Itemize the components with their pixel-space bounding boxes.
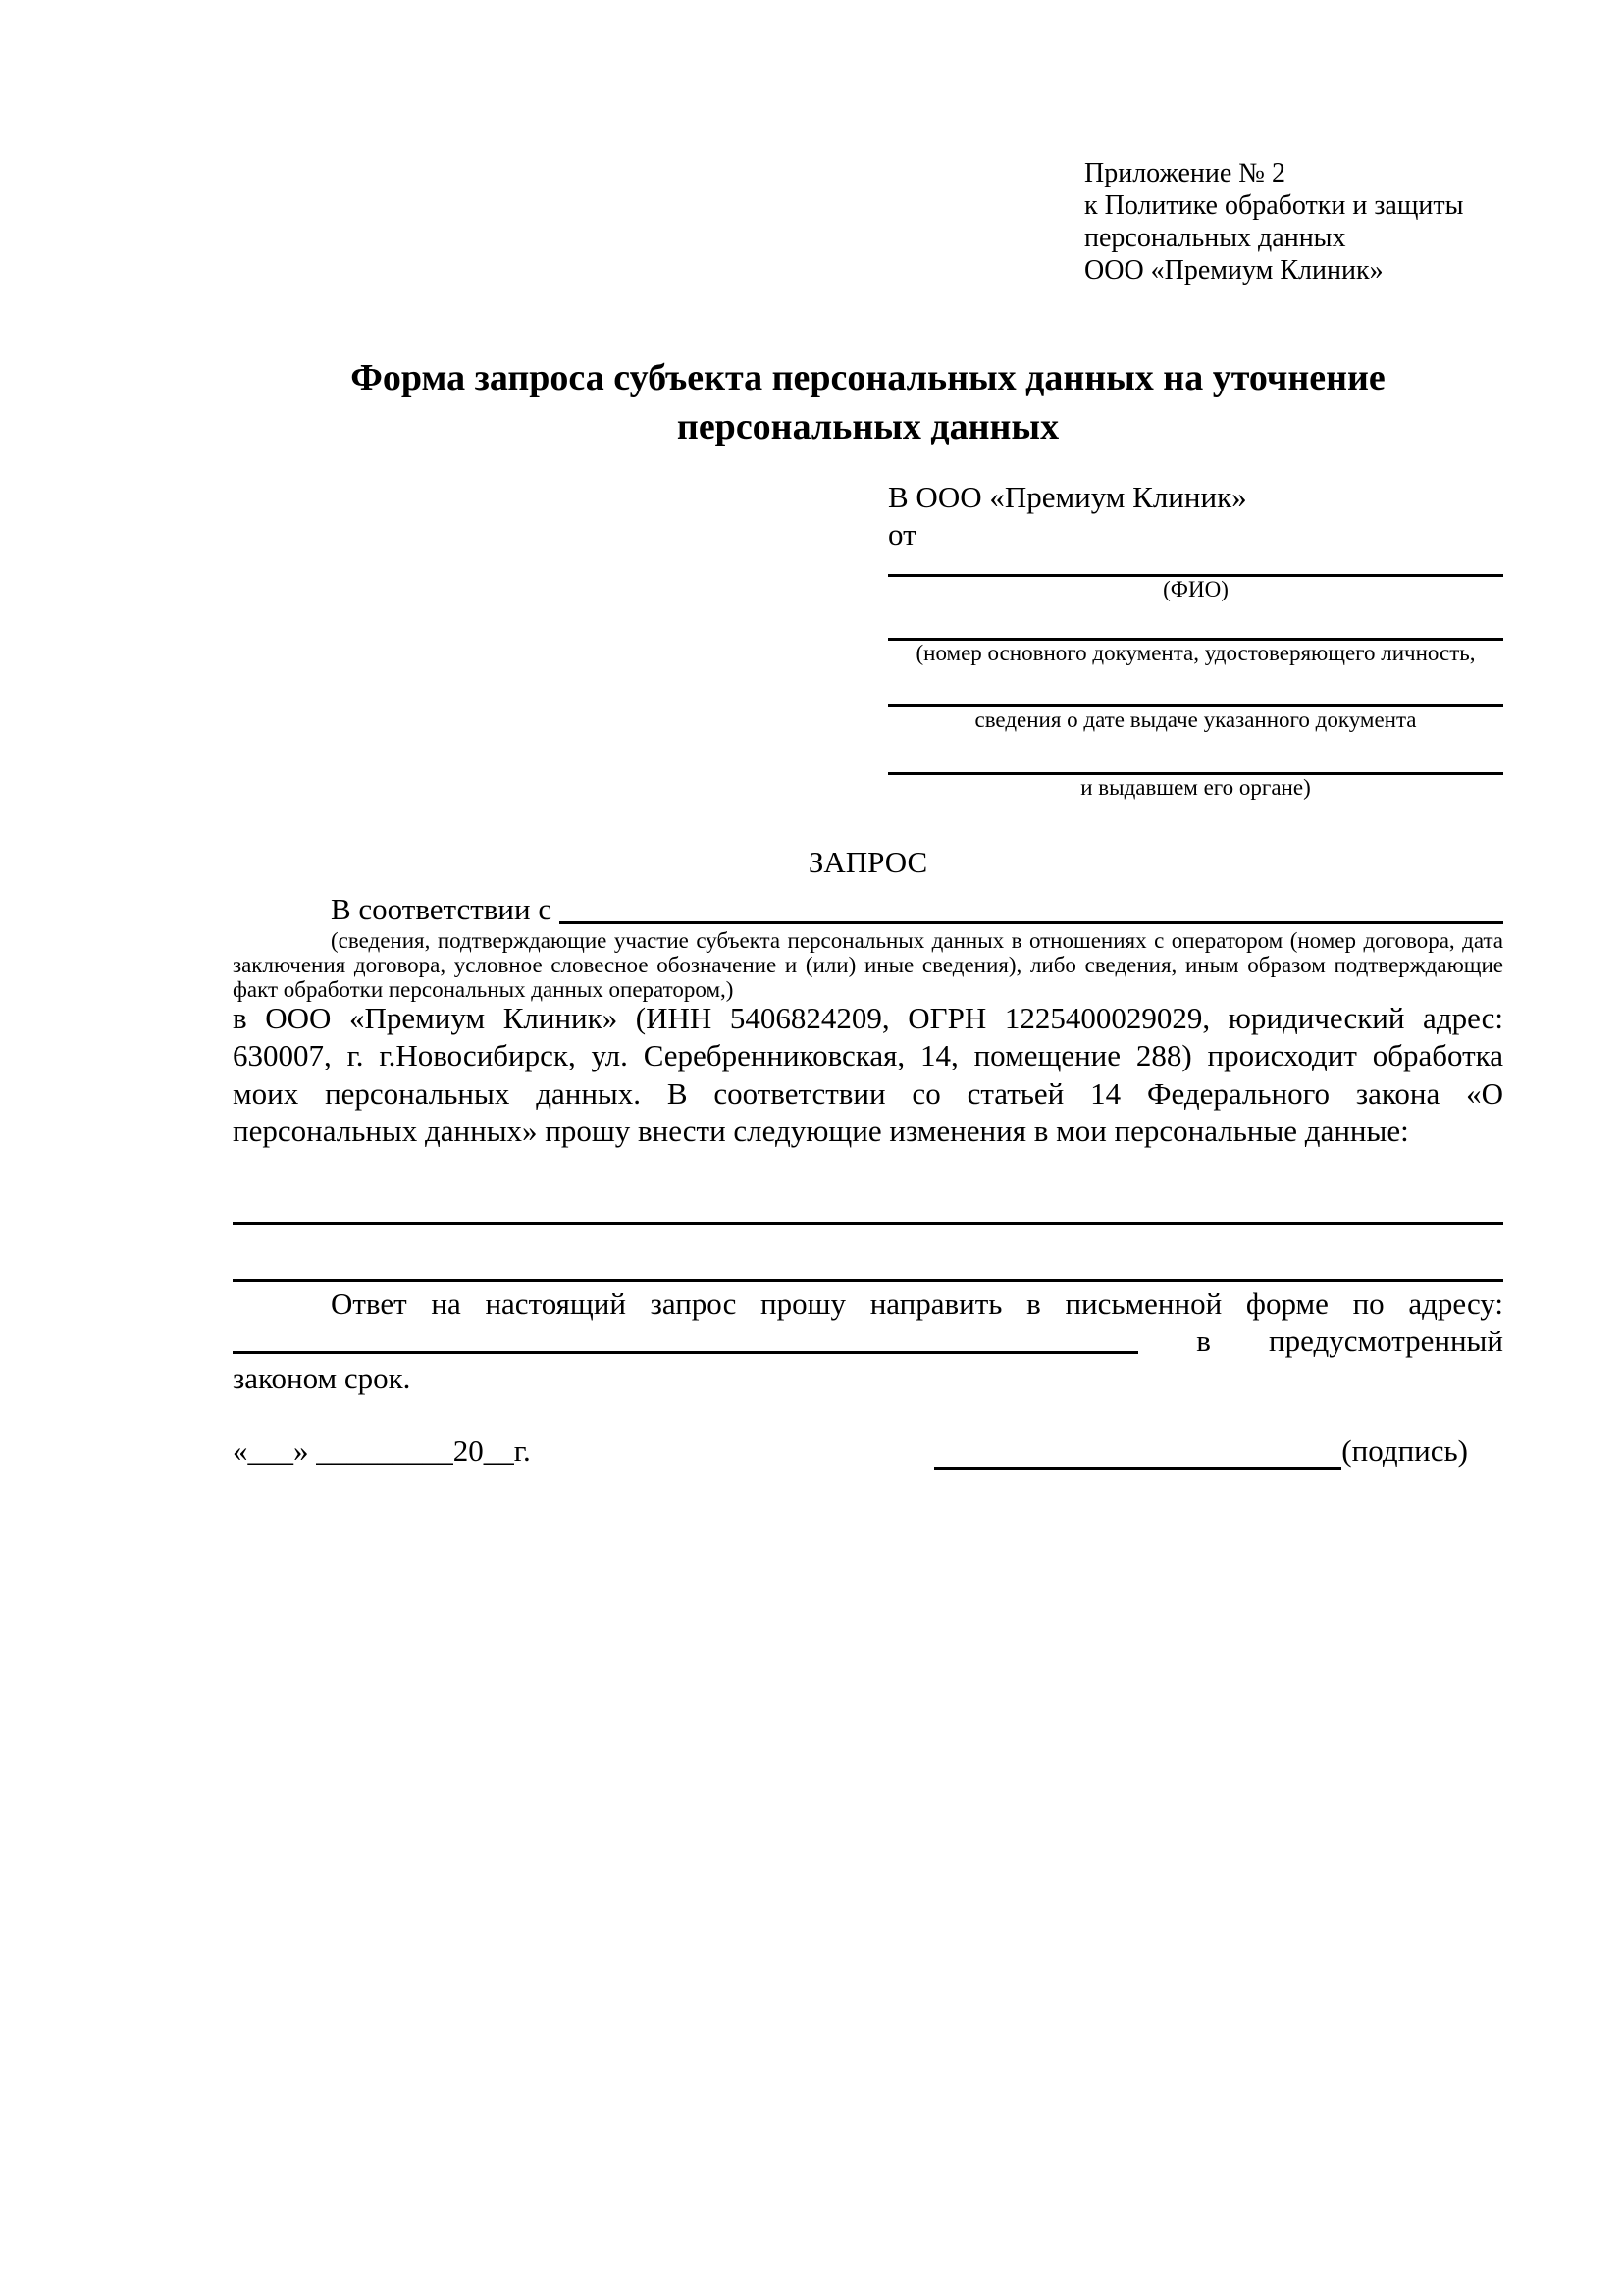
- document-title-line: Форма запроса субъекта персональных данных на уточнение: [350, 357, 1386, 398]
- signature-group: [934, 1433, 1468, 1470]
- date-signature-row: [233, 1433, 1503, 1470]
- appendix-line: ООО «Премиум Клиник»: [1084, 255, 1384, 286]
- addressee-to: В ООО «Премиум Клиник»: [888, 480, 1247, 514]
- date-blank: «___» _________20__г.: [233, 1434, 531, 1468]
- id-document-blank-line: [888, 602, 1503, 641]
- changes-blank-line-1: [233, 1222, 1503, 1225]
- reply-paragraph-line3: законом срок.: [233, 1361, 411, 1395]
- fio-caption: (ФИО): [1163, 577, 1229, 601]
- request-body-paragraph: в ООО «Премиум Клиник» (ИНН 5406824209, ОГРН 1225400029029, юридический адрес: 630007, г. г.Новосибирск, ул. Серебренниковская, 14, помещение 288) происходит обработка моих персональных данных. В соответствии со статьей 14 Федерального закона «О персональных данных» прошу внести следующие изменения в мои персональные данные:: [233, 1001, 1503, 1148]
- document-title-line: персональных данных: [676, 406, 1060, 447]
- document-title: [233, 353, 1503, 451]
- reply-address-blank-line: [233, 1320, 1138, 1354]
- accordance-line: [233, 891, 1503, 928]
- signature-caption: (подпись): [1341, 1434, 1468, 1468]
- addressee-block: [888, 479, 1503, 801]
- issue-date-blank-line: [888, 666, 1503, 707]
- issue-date-caption: сведения о дате выдаче указанного документа: [974, 707, 1417, 732]
- fio-blank-line: [888, 553, 1503, 577]
- accordance-footnote: (сведения, подтверждающие участие субъекта персональных данных в отношениях с оператором (номер договора, дата заключения договора, условное словесное обозначение и (или) иные сведения), либо сведения, иным образом подтверждающие факт обработки персональных данных оператором,): [233, 928, 1503, 1002]
- request-heading: ЗАПРОС: [808, 845, 928, 879]
- appendix-line: к Политике обработки и защиты: [1084, 190, 1464, 221]
- addressee-from-label: от: [888, 517, 916, 551]
- accordance-blank-line: [559, 891, 1503, 924]
- signature-blank-line: [934, 1434, 1341, 1470]
- reply-word: в: [1196, 1324, 1211, 1358]
- appendix-line: Приложение № 2: [1084, 158, 1285, 188]
- appendix-note: [1084, 157, 1521, 287]
- reply-address-row: [233, 1323, 1503, 1360]
- reply-word: предусмотренный: [1269, 1324, 1503, 1358]
- issuing-authority-caption: и выдавшем его органе): [1080, 775, 1311, 800]
- changes-blank-line-2: [233, 1279, 1503, 1282]
- accordance-label: В соответствии с: [331, 892, 552, 926]
- appendix-line: персональных данных: [1084, 223, 1346, 253]
- id-document-caption: (номер основного документа, удостоверяющего личность,: [916, 641, 1476, 665]
- issuing-authority-blank-line: [888, 733, 1503, 775]
- reply-paragraph-line1: Ответ на настоящий запрос прошу направить в письменной форме по адресу:: [331, 1286, 1503, 1321]
